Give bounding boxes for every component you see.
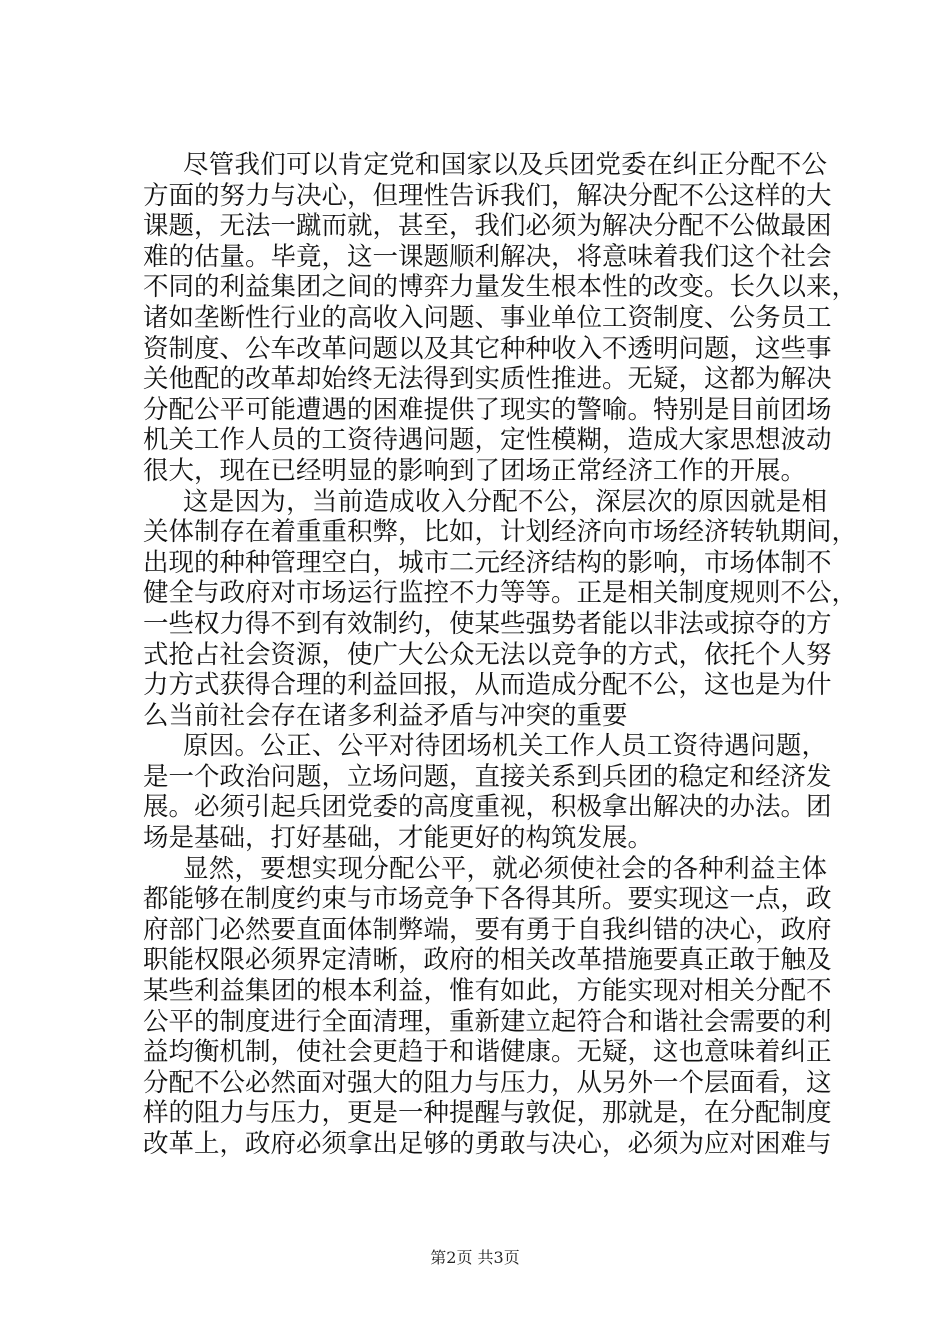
text-line: 不同的利益集团之间的博弈力量发生根本性的改变。长久以来， <box>143 272 858 303</box>
text-line: 一些权力得不到有效制约，使某些强势者能以非法或掠夺的方 <box>143 608 832 639</box>
text-line: 改革上，政府必须拿出足够的勇敢与决心，必须为应对困难与 <box>143 1129 832 1159</box>
text-line: 显然，要想实现分配公平，就必须使社会的各种利益主体 <box>183 853 827 884</box>
text-line: 资制度、公车改革问题以及其它种种收入不透明问题，这些事 <box>143 333 832 364</box>
text-line: 原因。公正、公平对待团场机关工作人员工资待遇问题， <box>183 731 827 762</box>
text-line: 这是因为，当前造成收入分配不公，深层次的原因就是相 <box>183 486 827 517</box>
text-line: 公平的制度进行全面清理，重新建立起符合和谐社会需要的利 <box>143 1006 832 1037</box>
text-line: 场是基础，打好基础，才能更好的构筑发展。 <box>143 823 654 854</box>
paragraph-4 <box>143 853 832 1160</box>
paragraph-1 <box>143 150 858 487</box>
text-line: 职能权限必须界定清晰，政府的相关改革措施要真正敢于触及 <box>143 945 832 976</box>
text-line: 是一个政治问题，立场问题，直接关系到兵团的稳定和经济发 <box>143 761 832 792</box>
text-line: 力方式获得合理的利益回报，从而造成分配不公，这也是为什 <box>143 670 832 701</box>
text-line: 么当前社会存在诸多利益矛盾与冲突的重要 <box>143 700 628 731</box>
text-line: 诸如垄断性行业的高收入问题、事业单位工资制度、公务员工 <box>143 302 832 333</box>
text-line: 健全与政府对市场运行监控不力等等。正是相关制度规则不公， <box>143 578 858 609</box>
text-line: 尽管我们可以肯定党和国家以及兵团党委在纠正分配不公 <box>183 150 827 180</box>
text-line: 分配不公必然面对强大的阻力与压力，从另外一个层面看，这 <box>143 1067 832 1098</box>
document-body <box>143 150 858 1160</box>
paragraph-3 <box>143 731 832 854</box>
text-line: 出现的种种管理空白，城市二元经济结构的影响，市场体制不 <box>143 547 832 578</box>
text-line: 式抢占社会资源，使广大公众无法以竞争的方式，依托个人努 <box>143 639 832 670</box>
text-line: 都能够在制度约束与市场竞争下各得其所。要实现这一点，政 <box>143 884 832 915</box>
text-line: 益均衡机制，使社会更趋于和谐健康。无疑，这也意味着纠正 <box>143 1037 832 1068</box>
paragraph-2 <box>143 486 858 732</box>
text-line: 难的估量。毕竟，这一课题顺利解决，将意味着我们这个社会 <box>143 241 832 272</box>
text-line: 展。必须引起兵团党委的高度重视，积极拿出解决的办法。团 <box>143 792 832 823</box>
page-number: 第2页 共3页 <box>430 1248 520 1267</box>
text-line: 关体制存在着重重积弊，比如，计划经济向市场经济转轨期间， <box>143 517 858 548</box>
text-line: 机关工作人员的工资待遇问题，定性模糊，造成大家思想波动 <box>143 425 832 456</box>
text-line: 方面的努力与决心，但理性告诉我们，解决分配不公这样的大 <box>143 180 832 211</box>
text-line: 很大，现在已经明显的影响到了团场正常经济工作的开展。 <box>143 455 807 486</box>
text-line: 课题，无法一蹴而就，甚至，我们必须为解决分配不公做最困 <box>143 211 832 242</box>
text-line: 样的阻力与压力，更是一种提醒与敦促，那就是，在分配制度 <box>143 1098 832 1129</box>
text-line: 关他配的改革却始终无法得到实质性推进。无疑，这都为解决 <box>143 364 832 395</box>
text-line: 分配公平可能遭遇的困难提供了现实的警喻。特别是目前团场 <box>143 394 832 425</box>
text-line: 府部门必然要直面体制弊端，要有勇于自我纠错的决心，政府 <box>143 914 832 945</box>
text-line: 某些利益集团的根本利益，惟有如此，方能实现对相关分配不 <box>143 976 832 1007</box>
